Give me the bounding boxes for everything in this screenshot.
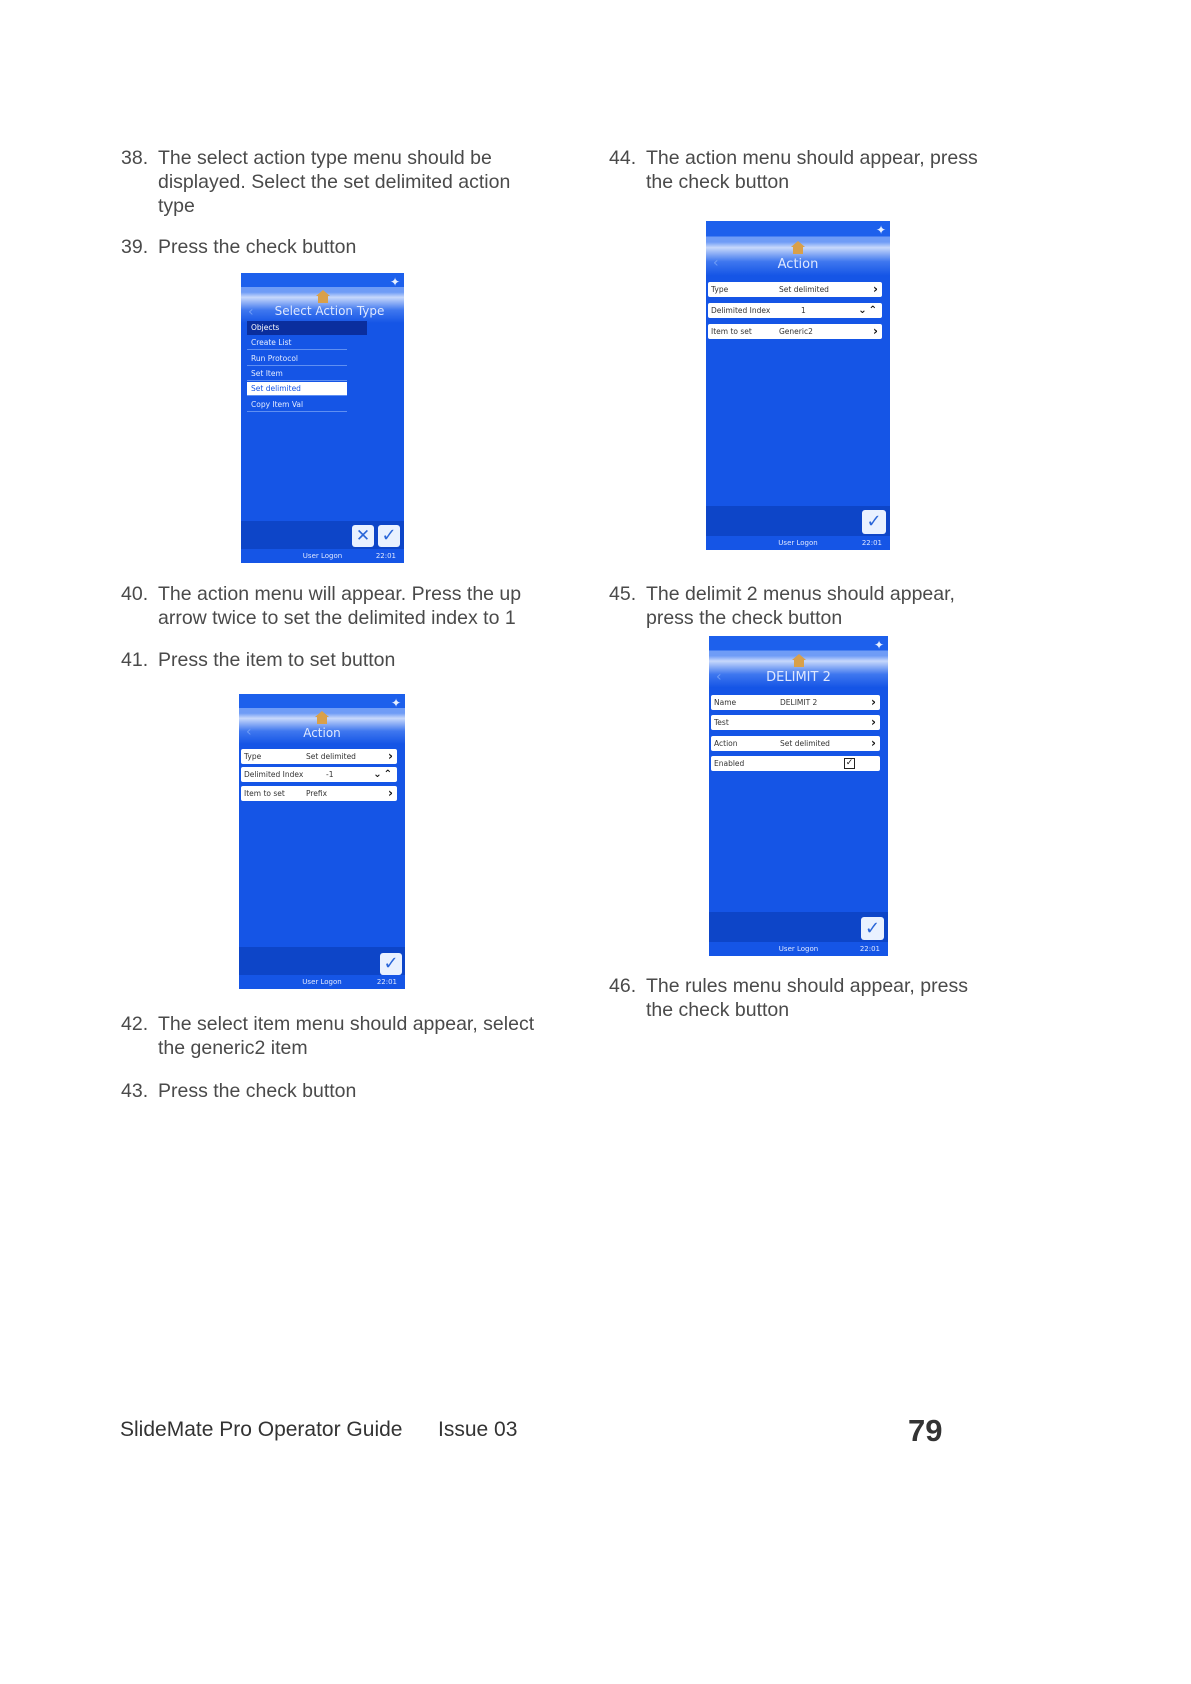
check-button[interactable] [862, 510, 886, 534]
row-label: Test [714, 718, 729, 727]
chevron-right-icon: › [871, 736, 876, 750]
row-test[interactable] [711, 715, 880, 730]
row-label: Name [714, 698, 737, 707]
row-label: Item to set [244, 789, 285, 798]
row-value: Set delimited [780, 739, 830, 748]
row-label: Type [244, 752, 262, 761]
step-text: The select item menu should appear, select the generic2 item [158, 1013, 535, 1059]
row-label: Type [711, 285, 729, 294]
clock-label: 22:01 [375, 552, 396, 560]
step-number: 44. [609, 147, 637, 169]
menu-item-set-item[interactable]: Set Item [247, 367, 347, 381]
network-status-icon: ✦ [389, 275, 400, 289]
row-value: Generic2 [779, 327, 813, 336]
status-bar [709, 942, 888, 956]
row-value: -1 [326, 770, 334, 779]
step-text: Press the check button [158, 1080, 357, 1102]
menu-item-run-protocol[interactable]: Run Protocol [247, 352, 347, 366]
step-number: 42. [121, 1013, 149, 1035]
enabled-checkbox[interactable]: ✓ [845, 758, 854, 768]
step-text: The delimit 2 menus should appear, press the check button [646, 583, 955, 629]
screen-title: Action [777, 257, 819, 272]
step-text: The rules menu should appear, press the check button [646, 975, 968, 1021]
footer-guide-title: SlideMate Pro Operator Guide [120, 1418, 403, 1441]
chevron-right-icon: › [871, 695, 876, 709]
check-button[interactable] [378, 525, 400, 547]
row-delimited-index[interactable] [241, 767, 397, 782]
step-number: 45. [609, 583, 637, 605]
row-label: Enabled [714, 759, 745, 768]
network-status-icon: ✦ [873, 638, 884, 652]
check-icon: ✓ [866, 511, 882, 532]
menu-item-copy-item-val[interactable]: Copy Item Val [247, 398, 347, 412]
row-value: Prefix [306, 789, 328, 798]
clock-label: 22:01 [859, 945, 880, 953]
check-button[interactable] [861, 917, 884, 940]
step-text: The select action type menu should be displayed. Select the set delimited action type [158, 147, 511, 217]
row-type[interactable] [241, 749, 397, 764]
back-chevron-icon[interactable]: ‹ [246, 724, 252, 740]
row-label: Action [714, 739, 738, 748]
step-text: The action menu should appear, press the check button [646, 147, 978, 193]
network-status-icon: ✦ [390, 696, 401, 710]
screen-header [709, 636, 888, 702]
chevron-right-icon: › [388, 749, 393, 763]
step-text: Press the item to set button [158, 649, 396, 671]
row-item-to-set[interactable] [708, 324, 882, 339]
chevron-right-icon: › [871, 715, 876, 729]
row-value: Set delimited [779, 285, 829, 294]
cancel-icon: ✕ [355, 526, 371, 546]
step-text: Press the check button [158, 236, 357, 258]
check-button[interactable] [380, 953, 402, 975]
row-label: Delimited Index [244, 770, 304, 779]
row-enabled[interactable] [711, 756, 880, 771]
user-logon-label[interactable]: User Logon [302, 978, 342, 986]
clock-label: 22:01 [861, 539, 882, 547]
screenshot-action-menu-initial [239, 694, 405, 989]
cancel-button[interactable] [352, 525, 374, 547]
menu-item-create-list[interactable]: Create List [247, 336, 347, 350]
home-icon [315, 711, 329, 724]
home-icon [792, 654, 806, 667]
chevron-right-icon: › [388, 786, 393, 800]
check-icon: ✓ [383, 953, 399, 974]
back-chevron-icon[interactable]: ‹ [248, 304, 254, 320]
screen-title: Action [303, 726, 341, 740]
screenshot-delimit-2-menu [709, 636, 888, 956]
clock-label: 22:01 [376, 978, 397, 986]
check-icon: ✓ [864, 918, 881, 939]
home-icon [791, 241, 805, 254]
chevron-right-icon: › [873, 282, 878, 296]
step-number: 39. [121, 236, 149, 258]
row-value: Set delimited [306, 752, 356, 761]
row-label: Item to set [711, 327, 752, 336]
menu-item-set-delimited[interactable]: Set delimited [247, 382, 347, 396]
menu-header-objects: Objects [247, 321, 367, 335]
user-logon-label[interactable]: User Logon [778, 945, 819, 953]
row-type[interactable] [708, 282, 882, 297]
status-bar [241, 549, 404, 563]
status-bar [239, 975, 405, 989]
screenshot-select-action-type [241, 273, 404, 563]
back-chevron-icon[interactable]: ‹ [713, 255, 719, 271]
row-name[interactable] [711, 695, 880, 710]
home-icon [316, 290, 330, 303]
user-logon-label[interactable]: User Logon [302, 552, 343, 560]
user-logon-label[interactable]: User Logon [778, 539, 818, 547]
up-down-arrows-icon[interactable]: ⌄⌃ [373, 769, 394, 780]
step-number: 41. [121, 649, 149, 671]
row-item-to-set[interactable] [241, 786, 397, 801]
row-value: DELIMIT 2 [780, 698, 818, 707]
chevron-right-icon: › [873, 324, 878, 338]
footer-issue: Issue 03 [438, 1418, 518, 1441]
step-number: 43. [121, 1080, 149, 1102]
back-chevron-icon[interactable]: ‹ [716, 669, 722, 685]
screen-header [706, 221, 890, 291]
row-label: Delimited Index [711, 306, 771, 315]
row-value: 1 [801, 306, 806, 315]
step-number: 38. [121, 147, 149, 169]
page-number: 79 [908, 1413, 943, 1448]
check-icon: ✓ [381, 525, 397, 546]
step-text: The action menu will appear. Press the up arrow twice to set the delimited index to 1 [158, 583, 522, 629]
network-status-icon: ✦ [875, 223, 886, 237]
status-bar [706, 536, 890, 550]
screenshot-action-menu-updated [706, 221, 890, 550]
up-down-arrows-icon[interactable]: ⌄⌃ [858, 305, 879, 316]
step-number: 40. [121, 583, 149, 605]
screen-title: DELIMIT 2 [766, 670, 831, 685]
row-delimited-index[interactable] [708, 303, 882, 318]
step-number: 46. [609, 975, 637, 997]
screen-title: Select Action Type [274, 304, 385, 318]
row-action[interactable] [711, 736, 880, 751]
